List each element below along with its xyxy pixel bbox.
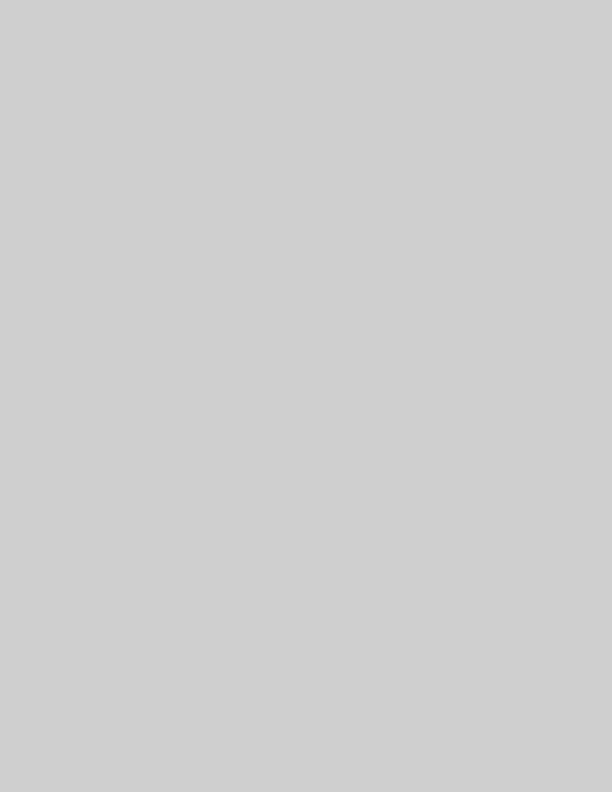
watermark-logo <box>376 40 546 190</box>
watermark-logo <box>376 325 546 475</box>
watermark-logo <box>78 325 248 475</box>
watermark-logo <box>78 40 248 190</box>
document-page <box>90 69 530 107</box>
watermark-logo <box>376 610 546 760</box>
watermark-logo <box>78 610 248 760</box>
